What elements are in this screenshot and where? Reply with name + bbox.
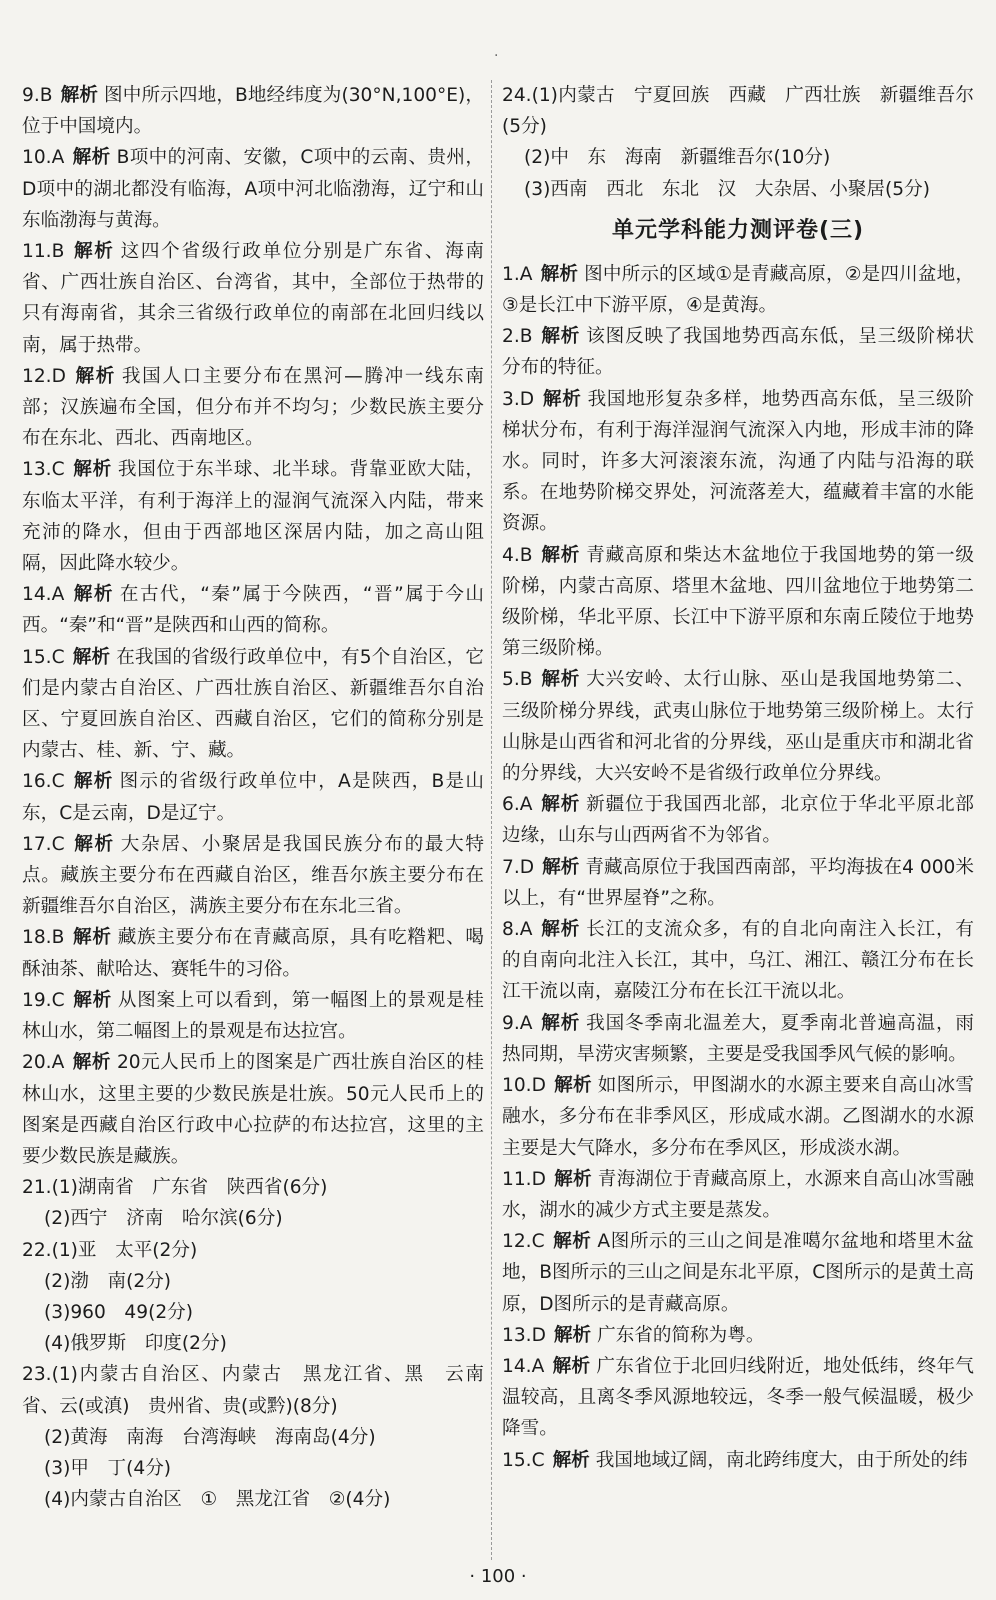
answer-line <box>22 1328 484 1359</box>
analysis-text: 我国地形复杂多样，地势西高东低，呈三级阶梯状分布，有利于海洋湿润气流深入内地，形成丰沛的降水。同时，许多大河滚滚东流，沟通了内陆与沿海的联系。在地势阶梯交界处，河流落差大，蕴藏着丰富的水能资源。 <box>502 388 974 535</box>
analysis-tag: 解析 <box>72 1052 111 1074</box>
answer-item <box>502 1008 974 1070</box>
column-divider <box>491 80 492 1560</box>
answer-text: (2)渤 南(2分) <box>44 1270 172 1292</box>
answer-line <box>22 1453 484 1484</box>
analysis-tag: 解析 <box>72 833 115 855</box>
answer-number: 11.D <box>502 1168 546 1190</box>
answer-line <box>22 1484 484 1515</box>
answer-number: 9.B <box>22 85 53 106</box>
answer-number: 7.D <box>502 856 535 878</box>
answer-text: (2)黄海 南海 台湾海峡 海南岛(4分) <box>44 1426 376 1448</box>
analysis-tag: 解析 <box>542 856 580 878</box>
answer-text: (1)内蒙古自治区、内蒙古 黑龙江省、黑 云南省、云(或滇) 贵州省、贵(或黔)(8分) <box>22 1364 484 1417</box>
answer-item <box>22 985 484 1047</box>
answer-item <box>502 540 974 665</box>
page-number: · 100 · <box>469 1566 527 1587</box>
answer-number: 22. <box>22 1239 52 1261</box>
analysis-text: 该图反映了我国地势西高东低，呈三级阶梯状分布的特征。 <box>502 326 974 379</box>
answer-number: 14.A <box>22 584 65 606</box>
analysis-tag: 解析 <box>540 1012 581 1034</box>
analysis-text: 广东省位于北回归线附近，地处低纬，终年气温较高，且离冬季风源地较远，冬季一般气候温暖，极少降雪。 <box>502 1355 974 1440</box>
answer-number: 9.A <box>502 1012 533 1034</box>
right-items <box>502 259 974 1476</box>
answer-item <box>22 922 484 984</box>
answer-item <box>502 1445 974 1476</box>
analysis-tag: 解析 <box>552 1449 590 1471</box>
answer-text: (3)960 49(2分) <box>44 1301 194 1323</box>
answer-number: 12.C <box>502 1231 545 1253</box>
answer-item <box>22 642 484 767</box>
analysis-text: 我国人口主要分布在黑河—腾冲一线东南部；汉族遍布全国，但分布并不均匀；少数民族主要分布在东北、西北、西南地区。 <box>22 365 484 450</box>
analysis-text: 图中所示的区域①是青藏高原，②是四川盆地，③是长江中下游平原，④是黄海。 <box>502 263 974 317</box>
answer-number: 10.A <box>22 147 65 169</box>
analysis-tag: 解析 <box>553 1168 592 1190</box>
analysis-text: 青藏高原和柴达木盆地位于我国地势的第一级阶梯，内蒙古高原、塔里木盆地、四川盆地位于地势第二级阶梯，华北平原、长江中下游平原和东南丘陵位于地势第三级阶梯。 <box>502 544 974 660</box>
answer-number: 17.C <box>22 833 65 855</box>
analysis-tag: 解析 <box>72 646 111 668</box>
analysis-tag: 解析 <box>552 1355 591 1377</box>
analysis-text: 长江的支流众多，有的自北向南注入长江，有的自南向北注入长江，其中，乌江、湘江、赣江分布在长江干流以南，嘉陵江分布在长江干流以北。 <box>502 919 974 1003</box>
analysis-tag: 解析 <box>72 584 114 606</box>
answer-number: 19.C <box>22 989 65 1011</box>
answer-line <box>22 1172 484 1203</box>
analysis-tag: 解析 <box>553 1075 592 1097</box>
answer-text: (3)西南 西北 东北 汉 大杂居、小聚居(5分) <box>524 178 930 200</box>
analysis-text: 在我国的省级行政单位中，有5个自治区，它们是内蒙古自治区、广西壮族自治区、新疆维吾尔自治区、宁夏回族自治区、西藏自治区，它们的简称分别是内蒙古、桂、新、宁、藏。 <box>22 646 484 762</box>
answer-item <box>502 1226 974 1320</box>
answer-number: 5.B <box>502 669 533 691</box>
answer-number: 1.A <box>502 263 533 285</box>
answer-item <box>22 142 484 236</box>
analysis-text: 我国地域辽阔，南北跨纬度大，由于所处的纬 <box>595 1449 968 1471</box>
answer-item <box>22 80 484 142</box>
analysis-tag: 解析 <box>60 85 99 106</box>
answer-number: 18.B <box>22 927 65 949</box>
answer-line <box>22 1359 484 1421</box>
answer-line <box>22 1235 484 1266</box>
analysis-text: 图示的省级行政单位中，A是陕西，B是山东，C是云南，D是辽宁。 <box>22 771 484 824</box>
answer-item <box>502 1070 974 1164</box>
analysis-text: 图中所示四地，B地经纬度为(30°N,100°E)，位于中国境内。 <box>22 85 484 138</box>
left-column <box>22 80 484 1515</box>
analysis-tag: 解析 <box>552 1231 592 1253</box>
answer-item <box>22 454 484 579</box>
answer-number: 15.C <box>502 1449 545 1471</box>
analysis-text: 大兴安岭、太行山脉、巫山是我国地势第二、三级阶梯分界线，武夷山脉位于地势第三级阶梯上。太行山脉是山西省和河北省的分界线，巫山是重庆市和湖北省的分界线，大兴安岭不是省级行政单位分界线。 <box>502 669 974 785</box>
analysis-tag: 解析 <box>72 927 112 949</box>
analysis-text: B项中的河南、安徽，C项中的云南、贵州，D项中的湖北都没有临海，A项中河北临渤海，辽宁和山东临渤海与黄海。 <box>22 147 484 231</box>
answer-text: (2)西宁 济南 哈尔滨(6分) <box>44 1208 283 1230</box>
answer-text: (4)俄罗斯 印度(2分) <box>44 1333 227 1355</box>
answer-line <box>502 174 974 205</box>
answer-text: (1)湖南省 广东省 陕西省(6分) <box>51 1177 328 1199</box>
analysis-tag: 解析 <box>72 989 112 1011</box>
answer-text: (1)亚 太平(2分) <box>51 1239 198 1261</box>
answer-item <box>502 1164 974 1226</box>
analysis-tag: 解析 <box>540 263 579 285</box>
answer-item <box>502 321 974 383</box>
answer-text: (2)中 东 海南 新疆维吾尔(10分) <box>524 147 831 169</box>
analysis-tag: 解析 <box>540 669 581 691</box>
analysis-tag: 解析 <box>540 326 581 348</box>
answer-item <box>22 829 484 923</box>
analysis-text: 从图案上可以看到，第一幅图上的景观是桂林山水，第二幅图上的景观是布达拉宫。 <box>22 989 484 1043</box>
answer-item <box>22 361 484 455</box>
analysis-text: 广东省的简称为粤。 <box>597 1324 765 1346</box>
analysis-tag: 解析 <box>73 365 116 387</box>
answer-number: 23. <box>22 1364 52 1386</box>
analysis-tag: 解析 <box>72 241 115 263</box>
analysis-text: 在古代，“秦”属于今陕西，“晋”属于今山西。“秦”和“晋”是陕西和山西的简称。 <box>22 584 484 637</box>
answer-item <box>502 259 974 321</box>
answer-number: 16.C <box>22 771 65 793</box>
answer-item <box>502 1320 974 1351</box>
analysis-text: 藏族主要分布在青藏高原，具有吃糌粑、喝酥油茶、献哈达、赛牦牛的习俗。 <box>22 927 484 980</box>
answer-number: 13.C <box>22 459 65 481</box>
answer-number: 2.B <box>502 326 533 348</box>
analysis-tag: 解析 <box>540 919 581 941</box>
answer-number: 12.D <box>22 365 66 387</box>
analysis-text: 大杂居、小聚居是我国民族分布的最大特点。藏族主要分布在西藏自治区，维吾尔族主要分布在新疆维吾尔自治区，满族主要分布在东北三省。 <box>22 833 484 918</box>
answer-number: 11.B <box>22 241 65 263</box>
analysis-tag: 解析 <box>542 388 582 410</box>
answer-number: 15.C <box>22 646 65 668</box>
answer-number: 20.A <box>22 1052 65 1074</box>
answer-number: 6.A <box>502 794 533 816</box>
top-dot: · <box>494 48 499 64</box>
answer-number: 21. <box>22 1177 52 1199</box>
answer-item <box>502 384 974 540</box>
answer-text: (3)甲 丁(4分) <box>44 1457 172 1479</box>
answer-item <box>22 579 484 641</box>
analysis-text: 这四个省级行政单位分别是广东省、海南省、广西壮族自治区、台湾省，其中，全部位于热带的只有海南省，其余三省级行政单位的南部在北回归线以南，属于热带。 <box>22 241 484 356</box>
answer-line <box>22 1422 484 1453</box>
right-column <box>502 80 974 1476</box>
answer-number: 14.A <box>502 1355 545 1377</box>
answer-item <box>502 664 974 789</box>
answer-number: 8.A <box>502 919 533 941</box>
analysis-tag: 解析 <box>72 459 112 481</box>
answer-item <box>502 914 974 1008</box>
analysis-text: 青藏高原位于我国西南部，平均海拔在4 000米以上，有“世界屋脊”之称。 <box>502 856 974 909</box>
answer-line <box>22 1297 484 1328</box>
answer-item <box>22 1047 484 1172</box>
answer-number: 10.D <box>502 1075 546 1097</box>
answer-number: 3.D <box>502 388 535 410</box>
analysis-text: 我国冬季南北温差大，夏季南北普遍高温，雨热同期，旱涝灾害频繁，主要是受我国季风气候的影响。 <box>502 1012 974 1065</box>
answer-item <box>22 766 484 828</box>
analysis-tag: 解析 <box>540 794 581 816</box>
analysis-text: 新疆位于我国西北部，北京位于华北平原北部边缘，山东与山西两省不为邻省。 <box>502 794 974 847</box>
analysis-tag: 解析 <box>72 147 111 169</box>
analysis-tag: 解析 <box>553 1324 592 1346</box>
answer-line <box>502 142 974 173</box>
answer-item <box>22 236 484 361</box>
answer-24 <box>502 80 974 205</box>
answer-line <box>22 1266 484 1297</box>
analysis-text: 如图所示，甲图湖水的水源主要来自高山冰雪融水，多分布在非季风区，形成咸水湖。乙图湖水的水源主要是大气降水，多分布在季风区，形成淡水湖。 <box>502 1075 974 1159</box>
analysis-tag: 解析 <box>540 544 581 566</box>
answer-number: 24. <box>502 85 532 106</box>
answer-number: 4.B <box>502 544 533 566</box>
section-title: 单元学科能力测评卷(三) <box>611 217 865 243</box>
answer-line <box>22 1203 484 1234</box>
analysis-text: A图所示的三山之间是准噶尔盆地和塔里木盆地，B图所示的三山之间是东北平原，C图所示的是黄土高原，D图所示的是青藏高原。 <box>502 1231 974 1315</box>
answer-text: (1)内蒙古 宁夏回族 西藏 广西壮族 新疆维吾尔(5分) <box>502 85 974 138</box>
analysis-text: 青海湖位于青藏高原上，水源来自高山冰雪融水，湖水的减少方式主要是蒸发。 <box>502 1168 974 1221</box>
analysis-text: 20元人民币上的图案是广西壮族自治区的桂林山水，这里主要的少数民族是壮族。50元人民币上的图案是西藏自治区行政中心拉萨的布达拉宫，这里的主要少数民族是藏族。 <box>22 1052 484 1167</box>
answer-item <box>502 852 974 914</box>
analysis-text: 我国位于东半球、北半球。背靠亚欧大陆，东临太平洋，有利于海洋上的湿润气流深入内陆，带来充沛的降水，但由于西部地区深居内陆，加之高山阻隔，因此降水较少。 <box>22 459 484 575</box>
answer-text: (4)内蒙古自治区 ① 黑龙江省 ②(4分) <box>44 1489 391 1511</box>
answer-line <box>502 80 974 142</box>
answer-number: 13.D <box>502 1324 546 1346</box>
analysis-tag: 解析 <box>72 771 114 793</box>
answer-item <box>502 1351 974 1445</box>
answer-item <box>502 789 974 851</box>
